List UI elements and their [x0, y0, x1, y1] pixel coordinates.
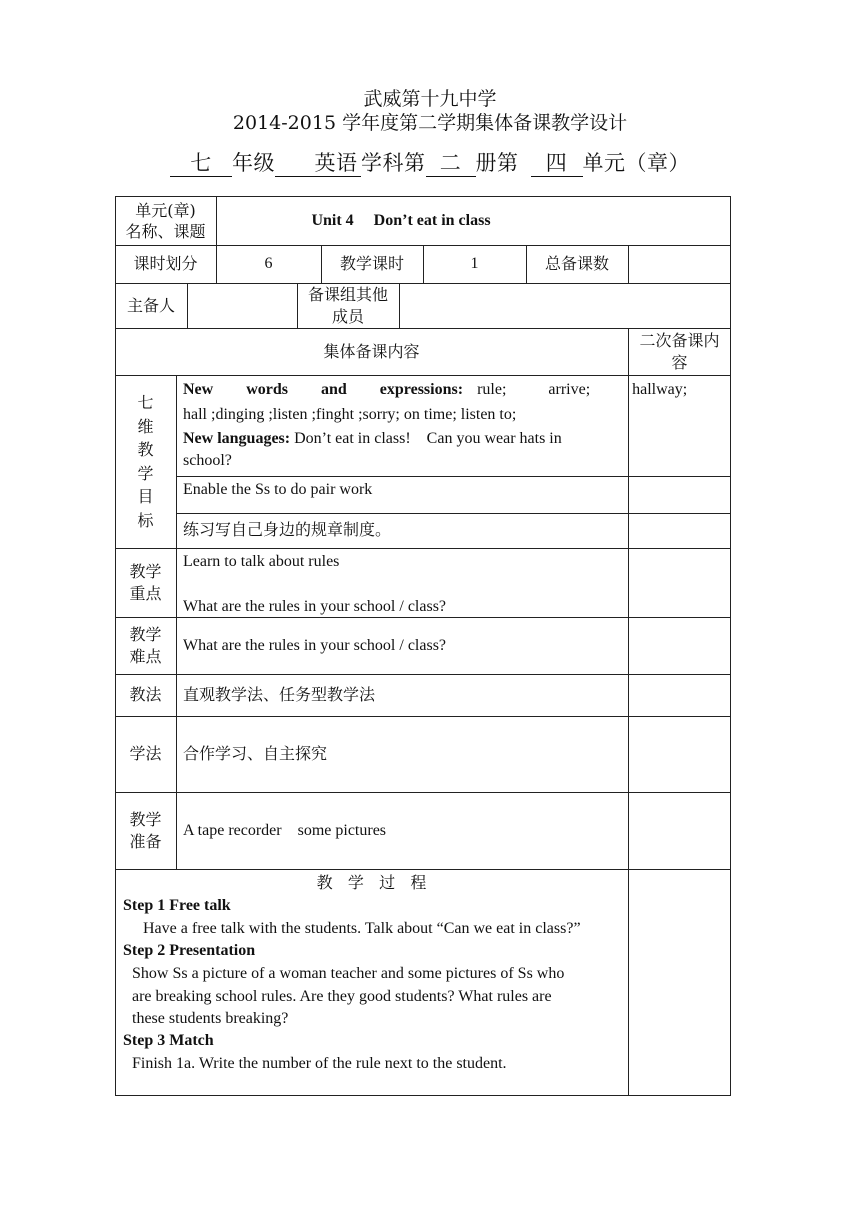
objective-emotion: 练习写自己身边的规章制度。 — [183, 520, 392, 539]
teaching-method-text: 直观教学法、任务型教学法 — [183, 685, 376, 704]
teaching-periods-label: 教学课时 — [339, 254, 404, 273]
secondary-content-header: 二次备课内 容 — [639, 330, 720, 372]
teaching-prep-label: 教学 准备 — [129, 809, 162, 851]
unit-name-value: Unit 4 Don’t eat in class — [311, 211, 491, 229]
step-2-line-2: are breaking school rules. Are they good students? What rules are — [132, 988, 552, 1005]
main-preparer-value[interactable] — [187, 283, 297, 328]
step-3-title: Step 3 Match — [123, 1032, 214, 1049]
other-members-value[interactable] — [399, 283, 731, 328]
volume-label: 册第 — [475, 151, 519, 175]
step-1-title: Step 1 Free talk — [123, 897, 231, 914]
objective-knowledge — [183, 379, 688, 472]
new-words-text-2: hall ;dinging ;listen ;finght ;sorry; on time; listen to; — [183, 406, 517, 423]
key-point-2: What are the rules in your school / class? — [183, 598, 447, 615]
new-languages-text-2: school? — [183, 452, 232, 469]
step-3-text: Finish 1a. Write the number of the rule next to the student. — [132, 1055, 507, 1072]
key-point-1: Learn to talk about rules — [183, 553, 340, 570]
difficulties-text: What are the rules in your school / class? — [183, 636, 447, 654]
grade-spacer — [275, 150, 311, 177]
objective-skill: Enable the Ss to do pair work — [183, 481, 373, 498]
new-languages-text: Don’t eat in class! Can you wear hats in — [290, 430, 562, 447]
grade-label: 年级 — [232, 151, 275, 175]
key-points-label: 教学 重点 — [129, 561, 162, 603]
unit-value: 四 — [531, 150, 583, 177]
step-2-line-3: these students breaking? — [132, 1010, 289, 1027]
collective-content-header: 集体备课内容 — [323, 341, 420, 361]
document-title: 2014-2015 学年度第二学期集体备课教学设计 — [232, 112, 628, 134]
main-preparer-label: 主备人 — [126, 295, 175, 315]
course-info-line — [0, 150, 860, 177]
objectives-label: 七 维 教 学 目 标 — [137, 393, 154, 530]
step-2-line-1: Show Ss a picture of a woman teacher and some pictures of Ss who — [132, 965, 565, 982]
unit-name-label: 单元(章) 名称、课题 — [125, 200, 206, 241]
teaching-prep-text: A tape recorder some pictures — [183, 821, 387, 839]
teaching-method-label: 教法 — [129, 685, 162, 704]
other-members-label: 备课组其他 成员 — [307, 284, 388, 326]
total-periods-value[interactable] — [628, 245, 731, 283]
total-periods-label: 总备课数 — [544, 254, 609, 273]
step-1-text: Have a free talk with the students. Talk about “Can we eat in class?” — [143, 920, 581, 937]
subject-label: 学科第 — [361, 151, 426, 175]
period-division-label: 课时划分 — [133, 254, 198, 273]
step-2-title: Step 2 Presentation — [123, 942, 256, 959]
difficulties-label: 教学 难点 — [129, 624, 162, 666]
subject-value: 英语 — [311, 150, 361, 177]
learning-method-label: 学法 — [129, 744, 162, 763]
new-words-text: rule; arrive; hallway; — [463, 381, 688, 398]
unit-label: 单元（章） — [582, 151, 690, 175]
new-languages-heading: New languages: — [183, 430, 291, 447]
new-words-heading: New words and expressions: — [183, 381, 464, 398]
volume-value: 二 — [426, 150, 476, 177]
period-division-value: 6 — [264, 255, 273, 272]
process-title: 教 学 过 程 — [316, 873, 427, 892]
grade-value: 七 — [170, 150, 232, 177]
teaching-periods-value: 1 — [470, 255, 479, 272]
school-name: 武威第十九中学 — [363, 88, 497, 110]
learning-method-text: 合作学习、自主探究 — [183, 744, 328, 763]
